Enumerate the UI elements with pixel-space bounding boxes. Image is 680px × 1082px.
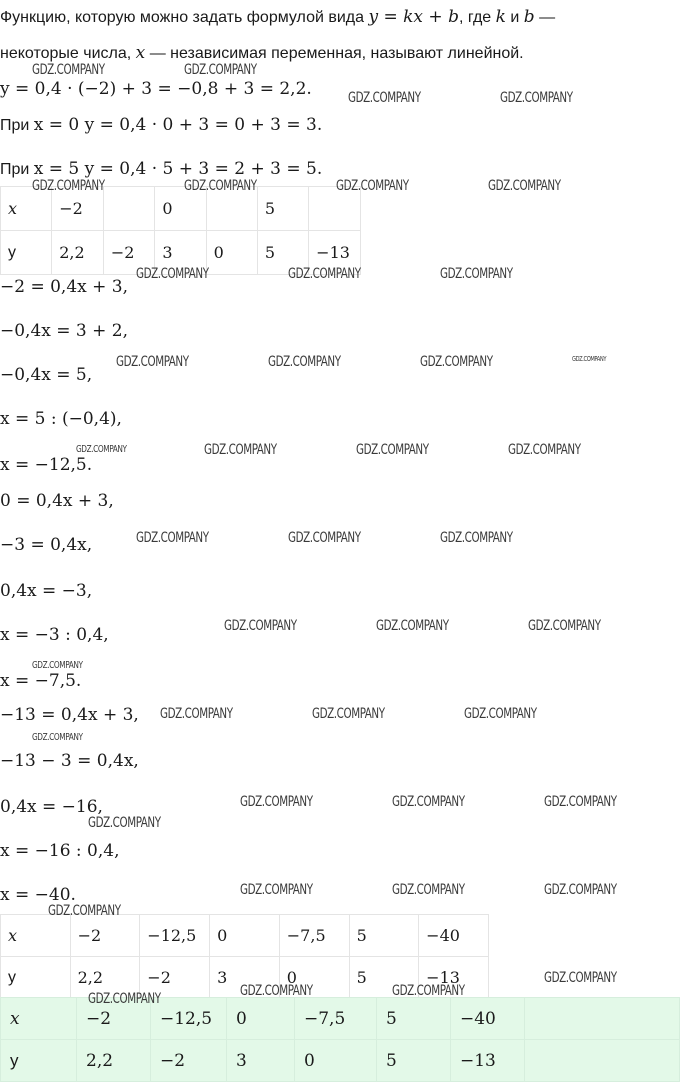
table-cell-empty [525,1040,680,1082]
table-cell: x [1,915,71,957]
watermark: GDZ.COMPANY [288,266,361,282]
step-line: x = 5 : (−0,4), [0,409,122,429]
watermark: GDZ.COMPANY [392,983,465,999]
watermark: GDZ.COMPANY [392,882,465,898]
var-k: k [495,7,506,27]
table-cell: 3 [210,957,280,999]
step-line: −13 − 3 = 0,4x, [0,751,139,771]
watermark: GDZ.COMPANY [392,794,465,810]
table-cell: 3 [155,231,206,275]
step-line: x = −7,5. [0,671,82,691]
watermark: GDZ.COMPANY [240,794,313,810]
calc-prefix: При [0,161,34,178]
table-cell: y [1,1040,77,1082]
table-cell: −12,5 [151,998,227,1040]
intro-line-1 [0,6,555,29]
table-cell: −2 [52,187,104,231]
table-cell: 0 [227,998,295,1040]
table-cell: −13 [419,957,489,999]
var-x: x [135,43,146,63]
answer-table-highlighted [0,997,680,1082]
step-line: −2 = 0,4x + 3, [0,277,129,297]
watermark: GDZ.COMPANY [376,618,449,634]
table-row-x [1,915,489,957]
watermark: GDZ.COMPANY [544,794,617,810]
watermark: GDZ.COMPANY [240,983,313,999]
intro-text: Функцию, которую можно задать формулой вида [0,9,369,26]
intro-text: — [534,9,556,26]
table-cell: −7,5 [279,915,349,957]
formula-linear: y = kx + b [368,7,459,27]
table-cell: 3 [227,1040,295,1082]
table-cell: −12,5 [140,915,210,957]
watermark: GDZ.COMPANY [528,618,601,634]
watermark: GDZ.COMPANY [268,354,341,370]
watermark: GDZ.COMPANY [136,266,209,282]
watermark: GDZ.COMPANY [136,530,209,546]
table-cell: −2 [70,915,140,957]
watermark: GDZ.COMPANY [48,903,121,919]
intro-text: и [505,9,524,26]
watermark: GDZ.COMPANY [348,90,421,106]
table-cell: y [1,231,52,275]
table-cell: −2 [103,231,155,275]
watermark: GDZ.COMPANY [440,266,513,282]
calc-prefix: При [0,117,34,134]
watermark: GDZ.COMPANY [544,882,617,898]
watermark: GDZ.COMPANY [312,706,385,722]
table-cell: 5 [349,957,419,999]
watermark: GDZ.COMPANY [32,732,83,743]
table-cell: −2 [77,998,151,1040]
watermark: GDZ.COMPANY [184,62,257,78]
table-cell: x [1,187,52,231]
watermark: GDZ.COMPANY [160,706,233,722]
calc-line-2 [0,114,322,137]
table-cell: 5 [257,231,308,275]
watermark: GDZ.COMPANY [420,354,493,370]
calc-line-1: y = 0,4 · (−2) + 3 = −0,8 + 3 = 2,2. [0,79,312,99]
table-cell: 0 [279,957,349,999]
table-cell: 2,2 [52,231,104,275]
watermark: GDZ.COMPANY [572,355,607,363]
step-line: x = −3 : 0,4, [0,625,109,645]
step-line: −3 = 0,4x, [0,535,93,555]
table-cell: 0 [210,915,280,957]
step-line: 0,4x = −3, [0,581,93,601]
table-cell: 5 [257,187,308,231]
table-cell: −13 [309,231,361,275]
step-line: 0 = 0,4x + 3, [0,491,114,511]
table-cell: 0 [155,187,206,231]
table-cell: −40 [451,998,525,1040]
step-line: −0,4x = 5, [0,365,93,385]
calc-expression: x = 0 y = 0,4 · 0 + 3 = 0 + 3 = 3. [33,115,323,135]
values-table-partial [0,186,361,275]
watermark: GDZ.COMPANY [288,530,361,546]
watermark: GDZ.COMPANY [32,178,105,194]
step-line: 0,4x = −16, [0,797,103,817]
watermark: GDZ.COMPANY [88,991,161,1007]
step-line: x = −16 : 0,4, [0,841,120,861]
table-cell: −2 [151,1040,227,1082]
var-b: b [523,7,535,27]
watermark: GDZ.COMPANY [224,618,297,634]
watermark: GDZ.COMPANY [76,444,127,455]
watermark: GDZ.COMPANY [32,660,83,671]
watermark: GDZ.COMPANY [464,706,537,722]
watermark: GDZ.COMPANY [32,62,105,78]
intro-text: , где [458,9,496,26]
step-line: −13 = 0,4x + 3, [0,705,139,725]
watermark: GDZ.COMPANY [440,530,513,546]
watermark: GDZ.COMPANY [500,90,573,106]
watermark: GDZ.COMPANY [184,178,257,194]
watermark: GDZ.COMPANY [508,442,581,458]
table-cell: −13 [451,1040,525,1082]
watermark: GDZ.COMPANY [336,178,409,194]
table-cell [103,187,155,231]
watermark: GDZ.COMPANY [204,442,277,458]
table-cell: 5 [377,998,451,1040]
intro-text: некоторые числа, [0,45,136,62]
intro-text: — независимая переменная, называют линейной. [145,45,524,62]
table-cell: 5 [377,1040,451,1082]
table-cell: 0 [295,1040,377,1082]
watermark: GDZ.COMPANY [116,354,189,370]
table-cell: 0 [206,231,257,275]
table-cell: 2,2 [77,1040,151,1082]
table-cell-empty [525,998,680,1040]
table-row-y [1,1040,680,1082]
step-line: x = −12,5. [0,455,93,475]
step-line: x = −40. [0,885,76,905]
table-cell: −2 [140,957,210,999]
table-cell: 2,2 [70,957,140,999]
watermark: GDZ.COMPANY [240,882,313,898]
table-cell: x [1,998,77,1040]
table-cell: −40 [419,915,489,957]
watermark: GDZ.COMPANY [544,970,617,986]
watermark: GDZ.COMPANY [488,178,561,194]
step-line: −0,4x = 3 + 2, [0,321,129,341]
table-cell: 5 [349,915,419,957]
watermark: GDZ.COMPANY [88,815,161,831]
watermark: GDZ.COMPANY [356,442,429,458]
calc-expression: x = 5 y = 0,4 · 5 + 3 = 2 + 3 = 5. [33,159,323,179]
table-cell: y [1,957,71,999]
table-cell: −7,5 [295,998,377,1040]
